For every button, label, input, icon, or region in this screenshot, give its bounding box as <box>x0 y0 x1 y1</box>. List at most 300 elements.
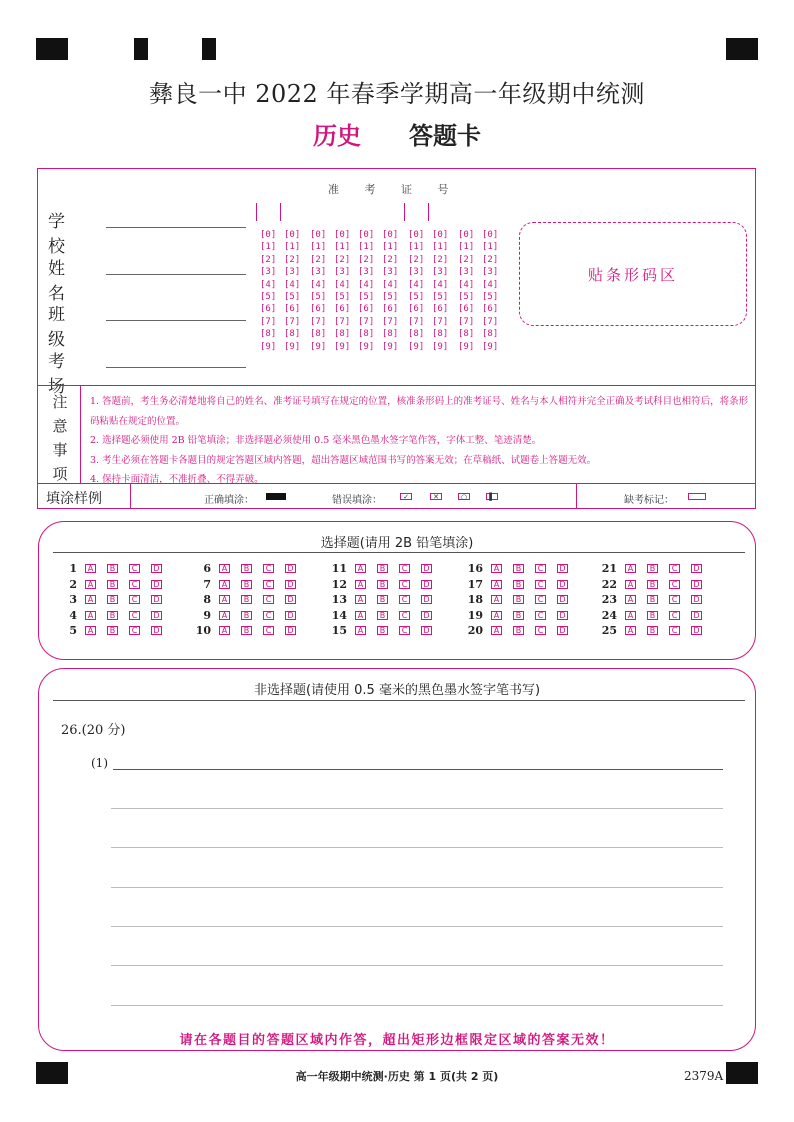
option-bubble[interactable]: C <box>263 626 274 635</box>
exam-digit-bubble[interactable]: [5] <box>432 292 449 303</box>
exam-digit-bubble[interactable]: [2] <box>334 254 351 265</box>
exam-digit-bubble[interactable]: [1] <box>408 242 425 253</box>
question-group <box>459 561 579 639</box>
exam-digit-bubble[interactable]: [1] <box>310 242 327 253</box>
option-bubble[interactable]: A <box>355 564 366 573</box>
absent-mark-label: 缺考标记： <box>624 495 674 506</box>
exam-digit-bubble[interactable]: [7] <box>382 316 399 327</box>
exam-digit-bubble[interactable]: [9] <box>382 341 399 352</box>
option-bubble[interactable]: B <box>241 580 252 589</box>
option-bubble[interactable]: D <box>557 564 568 573</box>
option-bubble[interactable]: C <box>263 564 274 573</box>
wrong-check-sample: ✓ <box>400 493 412 500</box>
option-bubble[interactable]: B <box>377 564 388 573</box>
wrong-fill-label: 错误填涂： <box>332 495 382 506</box>
option-bubble[interactable]: D <box>557 580 568 589</box>
exam-digit-bubble[interactable]: [0] <box>358 230 375 240</box>
option-bubble[interactable]: D <box>285 595 296 604</box>
option-bubble[interactable]: D <box>151 611 162 620</box>
option-bubble[interactable]: C <box>669 564 680 573</box>
exam-digit-bubble[interactable]: [4] <box>260 279 277 290</box>
question-number: 16 <box>467 562 483 576</box>
option-bubble[interactable]: C <box>129 626 140 635</box>
exam-digit-bubble[interactable]: [3] <box>458 267 475 278</box>
exam-digit-bubble[interactable]: [9] <box>458 341 475 352</box>
question-number: 6 <box>203 562 211 576</box>
choice-question-row <box>593 623 713 639</box>
exam-digit-bubble[interactable]: [3] <box>408 267 425 278</box>
choice-question-row <box>459 561 579 577</box>
exam-digit-bubble[interactable]: [5] <box>310 292 327 303</box>
exam-number-column[interactable] <box>482 229 504 353</box>
correct-fill-sample <box>266 493 286 500</box>
option-bubble[interactable]: C <box>535 611 546 620</box>
option-bubble[interactable]: B <box>513 626 524 635</box>
exam-number-column[interactable] <box>382 229 404 353</box>
option-bubble[interactable]: D <box>421 564 432 573</box>
class-field[interactable]: 班 级 <box>48 300 102 350</box>
exam-digit-bubble[interactable]: [4] <box>334 279 351 290</box>
exam-digit-bubble[interactable]: [8] <box>458 329 475 340</box>
option-bubble[interactable]: B <box>241 595 252 604</box>
option-bubble[interactable]: D <box>285 580 296 589</box>
exam-digit-bubble[interactable]: [1] <box>482 242 499 253</box>
area-warning: 请在各题目的答题区域内作答，超出矩形边框限定区域的答案无效！ <box>179 1033 615 1048</box>
choice-question-row <box>53 623 173 639</box>
question-number: 19 <box>467 608 483 622</box>
option-bubble[interactable]: B <box>377 626 388 635</box>
exam-digit-bubble[interactable]: [3] <box>358 267 375 278</box>
exam-digit-bubble[interactable]: [4] <box>284 279 301 290</box>
exam-digit-bubble[interactable]: [3] <box>284 267 301 278</box>
exam-digit-bubble[interactable]: [7] <box>408 316 425 327</box>
barcode-area: 贴条形码区 <box>519 222 747 326</box>
exam-number-column[interactable] <box>310 229 332 353</box>
exam-digit-bubble[interactable]: [6] <box>482 304 499 315</box>
option-bubble[interactable]: D <box>557 626 568 635</box>
option-bubble[interactable]: B <box>107 564 118 573</box>
option-bubble[interactable]: A <box>85 626 96 635</box>
notice-item: 1. 答题前，考生务必清楚地将自己的姓名、准考证号填写在规定的位置，核准条形码上的准考证号、姓名与本人相符并完全正确及考试科目也相符后，将条形码粘贴在规定的位置。 <box>90 396 749 427</box>
option-bubble[interactable]: A <box>491 595 502 604</box>
exam-digit-bubble[interactable]: [5] <box>358 292 375 303</box>
option-bubble[interactable]: C <box>399 626 410 635</box>
question-group <box>187 561 307 639</box>
option-bubble[interactable]: B <box>647 580 658 589</box>
option-bubble[interactable]: C <box>535 595 546 604</box>
option-bubble[interactable]: A <box>625 564 636 573</box>
option-bubble[interactable]: A <box>355 611 366 620</box>
nonchoice-section <box>38 668 756 1051</box>
exam-number-column[interactable] <box>260 229 282 353</box>
option-bubble[interactable]: D <box>421 626 432 635</box>
option-bubble[interactable]: B <box>241 626 252 635</box>
exam-digit-bubble[interactable]: [7] <box>334 316 351 327</box>
option-bubble[interactable]: C <box>669 595 680 604</box>
choice-section <box>38 521 756 660</box>
exam-digit-bubble[interactable]: [2] <box>260 254 277 265</box>
option-bubble[interactable]: C <box>263 611 274 620</box>
choice-question-row <box>593 561 713 577</box>
exam-digit-bubble[interactable]: [7] <box>482 316 499 327</box>
option-bubble[interactable]: A <box>625 626 636 635</box>
correct-fill-label: 正确填涂： <box>204 495 254 506</box>
option-bubble[interactable]: B <box>377 580 388 589</box>
option-bubble[interactable]: A <box>219 611 230 620</box>
question-number: 9 <box>203 608 211 622</box>
question-number: 17 <box>467 577 483 591</box>
exam-digit-bubble[interactable]: [6] <box>432 304 449 315</box>
option-bubble[interactable]: C <box>399 580 410 589</box>
exam-digit-bubble[interactable]: [5] <box>284 292 301 303</box>
exam-digit-bubble[interactable]: [2] <box>432 254 449 265</box>
exam-digit-bubble[interactable]: [2] <box>358 254 375 265</box>
fill-samples <box>38 483 755 509</box>
notice-section <box>38 385 755 484</box>
option-bubble[interactable]: D <box>285 564 296 573</box>
option-bubble[interactable]: C <box>129 564 140 573</box>
option-bubble[interactable]: B <box>241 611 252 620</box>
option-bubble[interactable]: C <box>535 564 546 573</box>
positioning-mark <box>36 38 68 60</box>
exam-digit-bubble[interactable]: [7] <box>358 316 375 327</box>
exam-digit-bubble[interactable]: [7] <box>260 316 277 327</box>
option-bubble[interactable]: B <box>107 595 118 604</box>
question-number: 22 <box>601 577 617 591</box>
choice-question-row <box>323 608 443 624</box>
option-bubble[interactable]: A <box>219 595 230 604</box>
exam-digit-bubble[interactable]: [2] <box>482 254 499 265</box>
exam-digit-bubble[interactable]: [7] <box>310 316 327 327</box>
choice-question-row <box>459 592 579 608</box>
option-bubble[interactable]: A <box>85 564 96 573</box>
choice-question-row <box>187 608 307 624</box>
option-bubble[interactable]: D <box>691 611 702 620</box>
option-bubble[interactable]: A <box>219 580 230 589</box>
exam-digit-bubble[interactable]: [0] <box>408 230 425 240</box>
exam-digit-bubble[interactable]: [9] <box>260 341 277 352</box>
exam-digit-bubble[interactable]: [8] <box>260 329 277 340</box>
exam-digit-bubble[interactable]: [1] <box>358 242 375 253</box>
exam-digit-bubble[interactable]: [8] <box>408 329 425 340</box>
exam-digit-bubble[interactable]: [9] <box>408 341 425 352</box>
option-bubble[interactable]: C <box>129 595 140 604</box>
question-number: 11 <box>331 562 347 576</box>
exam-digit-bubble[interactable]: [2] <box>408 254 425 265</box>
exam-digit-bubble[interactable]: [5] <box>260 292 277 303</box>
option-bubble[interactable]: C <box>399 611 410 620</box>
option-bubble[interactable]: B <box>377 595 388 604</box>
exam-digit-bubble[interactable]: [5] <box>382 292 399 303</box>
exam-digit-bubble[interactable]: [3] <box>482 267 499 278</box>
option-bubble[interactable]: C <box>129 580 140 589</box>
option-bubble[interactable]: C <box>263 595 274 604</box>
option-bubble[interactable]: D <box>421 595 432 604</box>
option-bubble[interactable]: D <box>285 611 296 620</box>
exam-digit-bubble[interactable]: [6] <box>358 304 375 315</box>
option-bubble[interactable]: A <box>355 580 366 589</box>
paper-code: 2379A <box>684 1069 724 1083</box>
option-bubble[interactable]: B <box>647 595 658 604</box>
choice-question-row <box>187 623 307 639</box>
exam-digit-bubble[interactable]: [0] <box>432 230 449 240</box>
answer-line[interactable] <box>111 847 723 848</box>
answer-line[interactable] <box>111 808 723 809</box>
exam-digit-bubble[interactable]: [3] <box>260 267 277 278</box>
samples-label: 填涂样例 <box>46 491 102 507</box>
option-bubble[interactable]: C <box>399 595 410 604</box>
question-number: 13 <box>331 593 347 607</box>
exam-digit-bubble[interactable]: [8] <box>432 329 449 340</box>
option-bubble[interactable]: C <box>669 611 680 620</box>
option-bubble[interactable]: C <box>535 580 546 589</box>
exam-digit-bubble[interactable]: [2] <box>458 254 475 265</box>
question-number: 21 <box>601 562 617 576</box>
notice-label: 注 意 事 项 <box>52 393 68 483</box>
option-bubble[interactable]: C <box>669 580 680 589</box>
exam-digit-bubble[interactable]: [9] <box>310 341 327 352</box>
exam-digit-bubble[interactable]: [7] <box>284 316 301 327</box>
exam-digit-bubble[interactable]: [8] <box>482 329 499 340</box>
exam-digit-bubble[interactable]: [2] <box>310 254 327 265</box>
option-bubble[interactable]: A <box>219 626 230 635</box>
exam-digit-bubble[interactable]: [0] <box>482 230 499 240</box>
exam-digit-bubble[interactable]: [4] <box>310 279 327 290</box>
wrong-circle-sample: ○ <box>458 493 470 500</box>
exam-number-column[interactable] <box>284 229 306 353</box>
option-bubble[interactable]: B <box>513 564 524 573</box>
option-bubble[interactable]: A <box>85 595 96 604</box>
option-bubble[interactable]: B <box>513 595 524 604</box>
exam-digit-bubble[interactable]: [3] <box>382 267 399 278</box>
option-bubble[interactable]: B <box>241 564 252 573</box>
exam-digit-bubble[interactable]: [8] <box>358 329 375 340</box>
choice-question-row <box>187 561 307 577</box>
choice-question-row <box>323 623 443 639</box>
option-bubble[interactable]: B <box>377 611 388 620</box>
question-number: 15 <box>331 624 347 638</box>
choice-question-row <box>53 561 173 577</box>
exam-digit-bubble[interactable]: [4] <box>458 279 475 290</box>
exam-digit-bubble[interactable]: [6] <box>382 304 399 315</box>
exam-digit-bubble[interactable]: [8] <box>334 329 351 340</box>
option-bubble[interactable]: D <box>691 595 702 604</box>
question-number: 2 <box>69 577 77 591</box>
option-bubble[interactable]: B <box>107 580 118 589</box>
exam-digit-bubble[interactable]: [3] <box>432 267 449 278</box>
option-bubble[interactable]: D <box>421 611 432 620</box>
exam-digit-bubble[interactable]: [5] <box>334 292 351 303</box>
exam-number-column[interactable] <box>358 229 380 353</box>
question-number: 10 <box>195 624 211 638</box>
exam-digit-bubble[interactable]: [5] <box>482 292 499 303</box>
exam-room-field[interactable]: 考 场 <box>48 347 102 397</box>
exam-digit-bubble[interactable]: [8] <box>284 329 301 340</box>
choice-question-row <box>53 608 173 624</box>
page-subtitle <box>0 116 794 151</box>
option-bubble[interactable]: C <box>263 580 274 589</box>
exam-digit-bubble[interactable]: [6] <box>334 304 351 315</box>
exam-digit-bubble[interactable]: [0] <box>260 230 277 240</box>
option-bubble[interactable]: B <box>647 611 658 620</box>
exam-digit-bubble[interactable]: [4] <box>432 279 449 290</box>
page-title: 彝良一中 2022 年春季学期高一年级期中统测 <box>149 80 645 108</box>
option-bubble[interactable]: A <box>625 595 636 604</box>
option-bubble[interactable]: B <box>107 626 118 635</box>
absent-mark-box[interactable] <box>688 493 706 500</box>
exam-digit-bubble[interactable]: [6] <box>458 304 475 315</box>
wrong-cross-sample: ✕ <box>430 493 442 500</box>
choice-question-row <box>459 623 579 639</box>
option-bubble[interactable]: D <box>151 580 162 589</box>
exam-digit-bubble[interactable]: [6] <box>284 304 301 315</box>
exam-digit-bubble[interactable]: [0] <box>310 230 327 240</box>
answer-line[interactable] <box>111 965 723 966</box>
exam-digit-bubble[interactable]: [1] <box>334 242 351 253</box>
question-number: 18 <box>467 593 483 607</box>
exam-digit-bubble[interactable]: [0] <box>334 230 351 240</box>
option-bubble[interactable]: D <box>691 580 702 589</box>
option-bubble[interactable]: D <box>151 564 162 573</box>
option-bubble[interactable]: B <box>647 626 658 635</box>
exam-digit-bubble[interactable]: [7] <box>432 316 449 327</box>
notice-item: 3. 考生必须在答题卡各题目的规定答题区域内答题，超出答题区域范围书写的答案无效；在草稿纸、试题卷上答题无效。 <box>90 454 597 466</box>
question-number: 1 <box>69 562 77 576</box>
question-group <box>323 561 443 639</box>
exam-digit-bubble[interactable]: [8] <box>310 329 327 340</box>
option-bubble[interactable]: D <box>691 626 702 635</box>
option-bubble[interactable]: B <box>647 564 658 573</box>
question-number: 7 <box>203 577 211 591</box>
exam-digit-bubble[interactable]: [0] <box>382 230 399 240</box>
option-bubble[interactable]: A <box>219 564 230 573</box>
question-number: 25 <box>601 624 617 638</box>
exam-digit-bubble[interactable]: [9] <box>432 341 449 352</box>
choice-question-row <box>593 608 713 624</box>
option-bubble[interactable]: A <box>625 580 636 589</box>
exam-digit-bubble[interactable]: [5] <box>458 292 475 303</box>
option-bubble[interactable]: C <box>399 564 410 573</box>
exam-digit-bubble[interactable]: [6] <box>408 304 425 315</box>
option-bubble[interactable]: A <box>491 611 502 620</box>
exam-digit-bubble[interactable]: [9] <box>482 341 499 352</box>
exam-number-column[interactable] <box>408 229 430 353</box>
exam-digit-bubble[interactable]: [2] <box>284 254 301 265</box>
answer-line[interactable] <box>111 926 723 927</box>
question-number: 20 <box>467 624 483 638</box>
option-bubble[interactable]: D <box>151 626 162 635</box>
option-bubble[interactable]: D <box>557 595 568 604</box>
question-number: 12 <box>331 577 347 591</box>
exam-number-column[interactable] <box>458 229 480 353</box>
option-bubble[interactable]: A <box>491 564 502 573</box>
option-bubble[interactable]: D <box>285 626 296 635</box>
positioning-mark <box>202 38 216 60</box>
question-group <box>53 561 173 639</box>
exam-digit-bubble[interactable]: [9] <box>358 341 375 352</box>
page-footer: 高一年级期中统测·历史 第 1 页(共 2 页) <box>295 1070 499 1083</box>
subject-name: 历史 <box>313 121 361 150</box>
answer-line[interactable] <box>113 769 723 770</box>
question-number: 23 <box>601 593 617 607</box>
exam-digit-bubble[interactable]: [2] <box>382 254 399 265</box>
option-bubble[interactable]: A <box>491 626 502 635</box>
name-field[interactable]: 姓 名 <box>48 254 102 304</box>
choice-question-row <box>53 592 173 608</box>
exam-digit-bubble[interactable]: [3] <box>334 267 351 278</box>
option-bubble[interactable]: A <box>355 595 366 604</box>
question-number: 24 <box>601 608 617 622</box>
exam-digit-bubble[interactable]: [1] <box>260 242 277 253</box>
choice-question-row <box>459 608 579 624</box>
option-bubble[interactable]: D <box>151 595 162 604</box>
exam-digit-bubble[interactable]: [1] <box>382 242 399 253</box>
notice-items <box>90 392 750 490</box>
option-bubble[interactable]: D <box>557 611 568 620</box>
exam-digit-bubble[interactable]: [4] <box>382 279 399 290</box>
exam-digit-bubble[interactable]: [6] <box>260 304 277 315</box>
option-bubble[interactable]: A <box>85 580 96 589</box>
option-bubble[interactable]: A <box>85 611 96 620</box>
option-bubble[interactable]: B <box>107 611 118 620</box>
exam-digit-bubble[interactable]: [9] <box>334 341 351 352</box>
option-bubble[interactable]: C <box>535 626 546 635</box>
school-field[interactable]: 学 校 <box>48 207 102 257</box>
answer-line[interactable] <box>111 1005 723 1006</box>
exam-digit-bubble[interactable]: [1] <box>284 242 301 253</box>
notice-item: 4. 保持卡面清洁，不准折叠、不得弄破。 <box>90 474 264 486</box>
exam-digit-bubble[interactable]: [0] <box>284 230 301 240</box>
option-bubble[interactable]: A <box>625 611 636 620</box>
exam-digit-bubble[interactable]: [3] <box>310 267 327 278</box>
choice-title: 选择题(请用 2B 铅笔填涂) <box>320 536 474 551</box>
exam-digit-bubble[interactable]: [7] <box>458 316 475 327</box>
exam-digit-bubble[interactable]: [6] <box>310 304 327 315</box>
exam-number-column[interactable] <box>334 229 356 353</box>
option-bubble[interactable]: D <box>421 580 432 589</box>
info-block <box>37 168 756 509</box>
wrong-half-sample: ▌ <box>486 493 498 500</box>
answer-line[interactable] <box>111 887 723 888</box>
exam-digit-bubble[interactable]: [0] <box>458 230 475 240</box>
exam-digit-bubble[interactable]: [8] <box>382 329 399 340</box>
exam-digit-bubble[interactable]: [5] <box>408 292 425 303</box>
exam-digit-bubble[interactable]: [4] <box>408 279 425 290</box>
choice-question-row <box>593 592 713 608</box>
question-number: 4 <box>69 608 77 622</box>
card-name: 答题卡 <box>409 121 481 150</box>
sub-question-label: (1) <box>91 756 108 770</box>
exam-digit-bubble[interactable]: [1] <box>432 242 449 253</box>
positioning-mark <box>134 38 148 60</box>
exam-digit-bubble[interactable]: [4] <box>482 279 499 290</box>
option-bubble[interactable]: A <box>491 580 502 589</box>
exam-digit-bubble[interactable]: [4] <box>358 279 375 290</box>
option-bubble[interactable]: C <box>669 626 680 635</box>
exam-digit-bubble[interactable]: [9] <box>284 341 301 352</box>
question-number: 5 <box>69 624 77 638</box>
notice-item: 2. 选择题必须使用 2B 铅笔填涂；非选择题必须使用 0.5 毫米黑色墨水签字笔作答，字体工整、笔迹清楚。 <box>90 435 542 447</box>
question-group <box>593 561 713 639</box>
option-bubble[interactable]: C <box>129 611 140 620</box>
option-bubble[interactable]: D <box>691 564 702 573</box>
option-bubble[interactable]: A <box>355 626 366 635</box>
exam-number-column[interactable] <box>432 229 454 353</box>
option-bubble[interactable]: B <box>513 580 524 589</box>
choice-question-row <box>187 592 307 608</box>
option-bubble[interactable]: B <box>513 611 524 620</box>
exam-digit-bubble[interactable]: [1] <box>458 242 475 253</box>
